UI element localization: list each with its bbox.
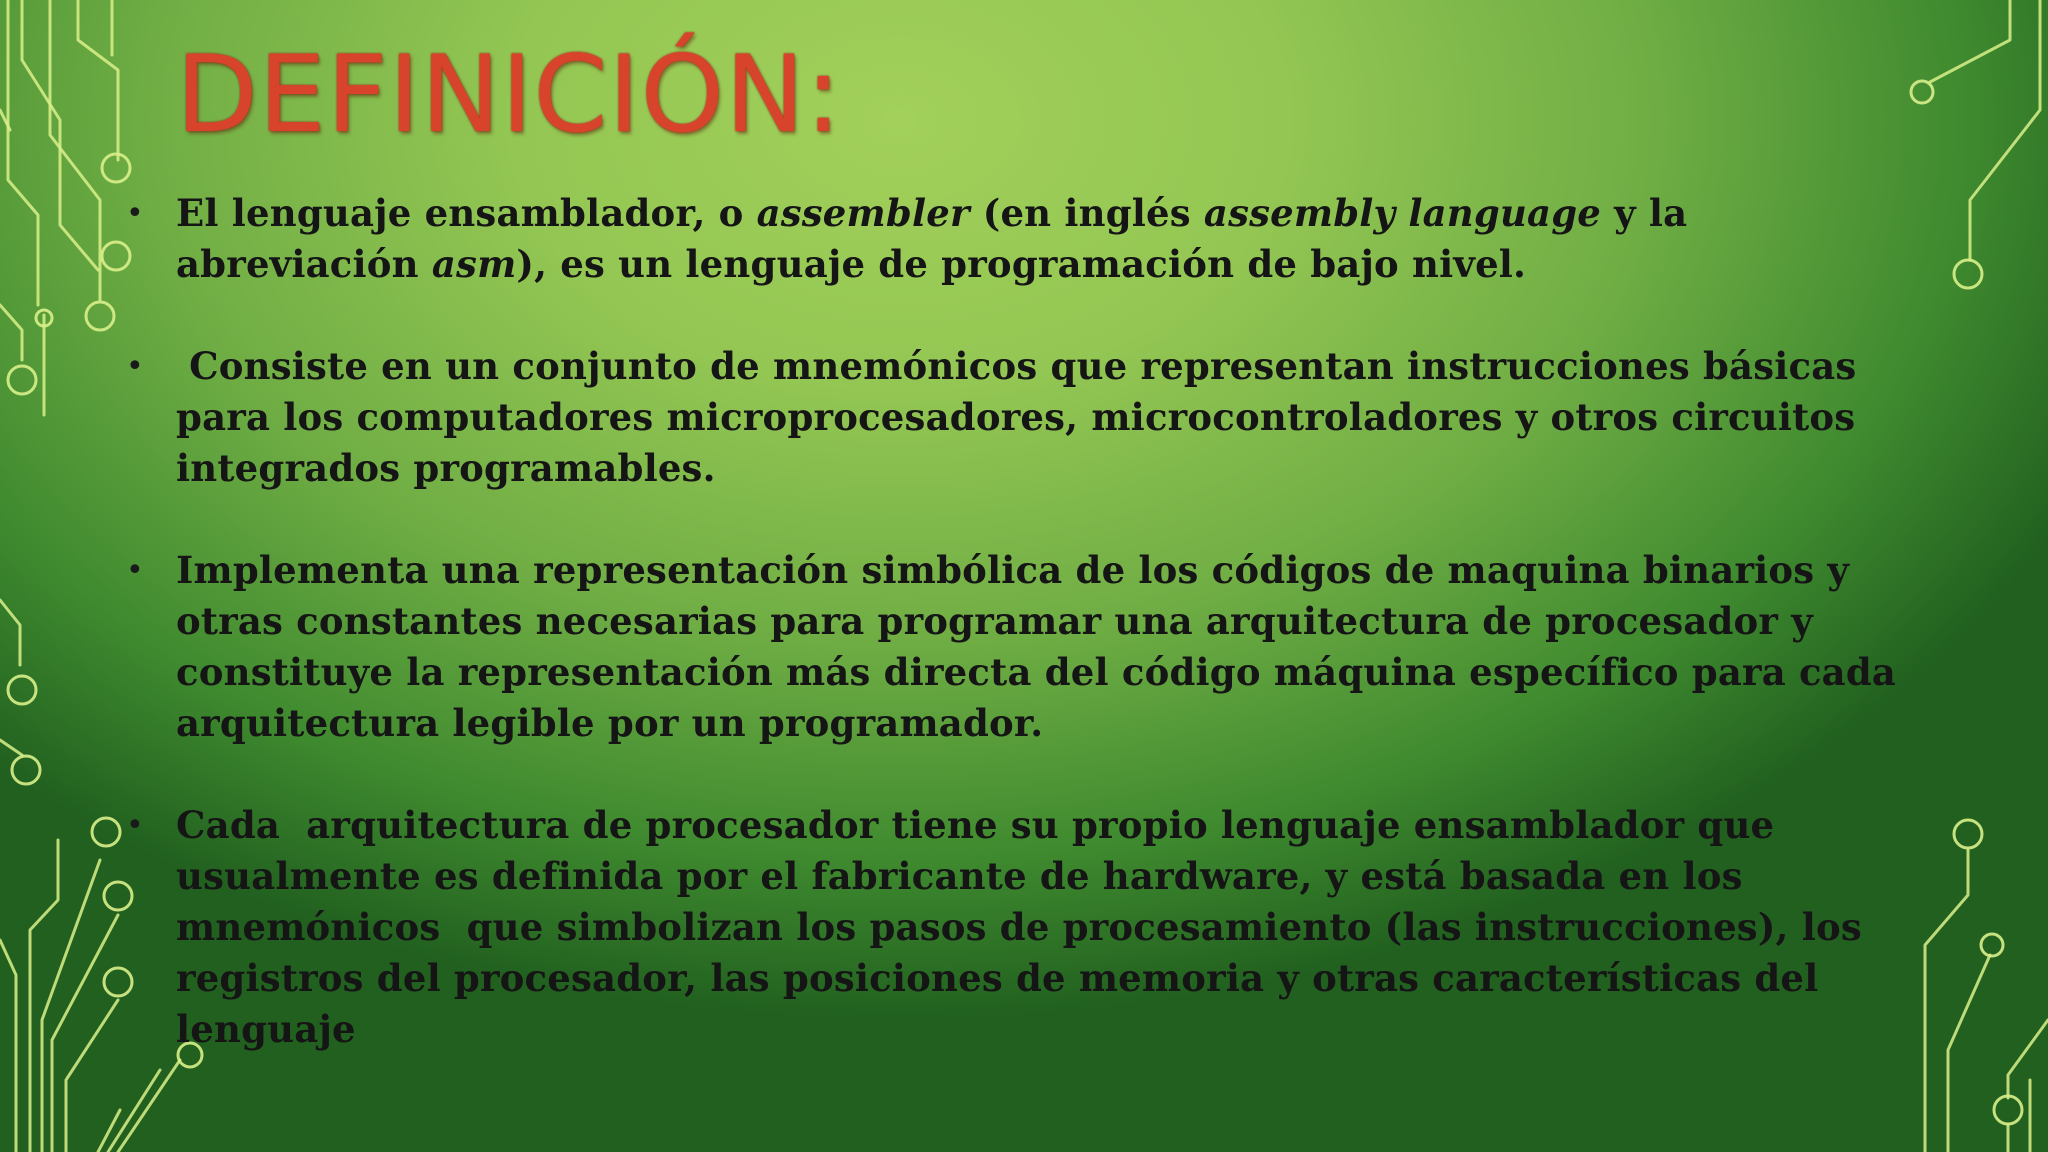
bullet-dot: • xyxy=(126,196,144,231)
slide-title: DEFINICIÓN: xyxy=(176,33,843,156)
text-segment: El lenguaje ensamblador, o xyxy=(176,191,757,235)
bullet-text xyxy=(176,545,1922,749)
text-segment: (en inglés xyxy=(969,191,1204,235)
circuit-traces-right xyxy=(1925,0,2048,1152)
text-segment: Implementa una representación simbólica de los códigos de maquina binarios y otras constantes necesarias para programar una arquitectura de procesador y constituye la representación más directa del código máquina específico para cada arquitectura legible por un programador. xyxy=(176,548,1910,745)
circuit-nodes-right xyxy=(1911,81,2022,1124)
text-segment: ), es un lenguaje de programación de bajo nivel. xyxy=(516,242,1527,286)
bullet-item-1 xyxy=(122,188,1922,290)
bullet-dot: • xyxy=(126,808,144,843)
bullet-item-3 xyxy=(122,545,1922,749)
text-segment: Consiste en un conjunto de mnemónicos que representan instrucciones básicas para los computadores microprocesadores, microcontroladores y otros circuitos integrados programables. xyxy=(176,344,1870,490)
italic-term: asm xyxy=(431,242,517,286)
bullet-dot: • xyxy=(126,349,144,384)
bullet-text xyxy=(176,341,1922,494)
bullet-text xyxy=(176,188,1922,290)
bullet-item-2 xyxy=(122,341,1922,494)
text-segment: y la abreviación xyxy=(176,191,1701,286)
bullet-dot: • xyxy=(126,553,144,588)
text-segment: Cada arquitectura de procesador tiene su propio lenguaje ensamblador que usualmente es definida por el fabricante de hardware, y está basada en los mnemónicos que simbolizan los pasos de procesamiento (las instrucciones), los registros del procesador, las posiciones de memoria y otras características del lenguaje xyxy=(176,803,1875,1051)
bullet-text xyxy=(176,800,1922,1055)
italic-term: assembly language xyxy=(1203,191,1602,235)
italic-term: assembler xyxy=(756,191,970,235)
bullet-list xyxy=(122,188,1922,1106)
bullet-item-4 xyxy=(122,800,1922,1055)
